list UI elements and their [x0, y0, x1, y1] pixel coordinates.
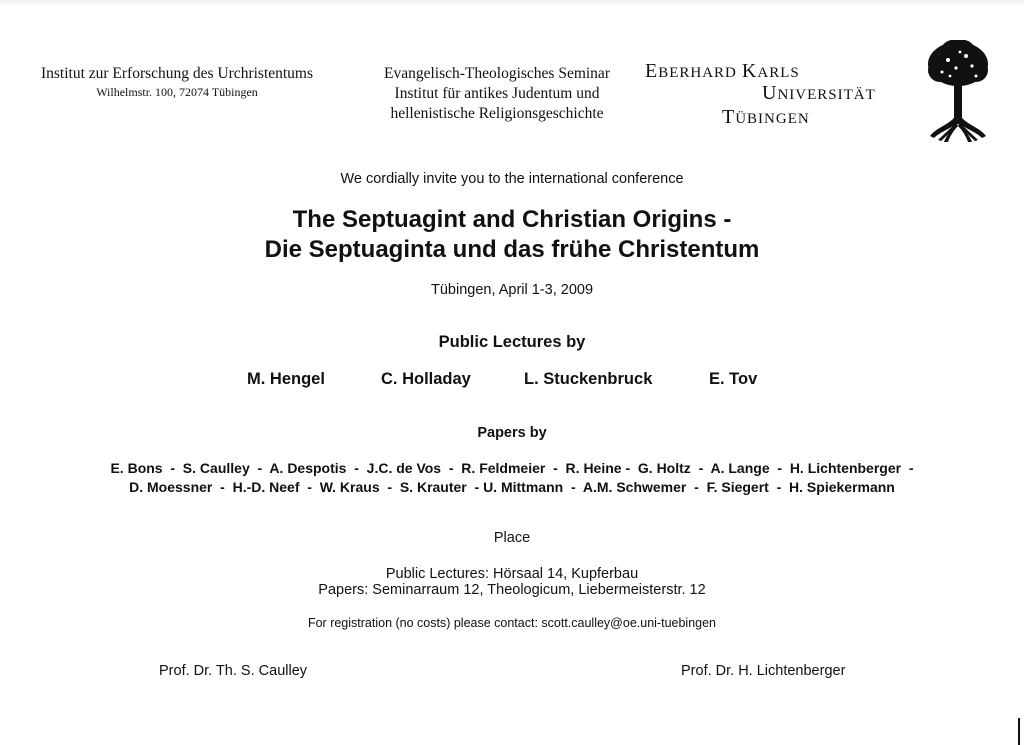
tree-icon — [926, 40, 990, 144]
university-line3: TÜBINGEN — [722, 106, 810, 128]
invite-text: We cordially invite you to the international conference — [340, 171, 684, 187]
title-line-2: Die Septuaginta und das frühe Christentum — [264, 236, 760, 263]
middle-institute-line3: hellenistische Religionsgeschichte — [390, 105, 604, 122]
university-wordmark — [620, 58, 930, 138]
place-lectures: Public Lectures: Hörsaal 14, Kupferbau — [385, 566, 639, 582]
lecturer-name: C. Holladay — [381, 370, 471, 388]
registration-contact: For registration (no costs) please contact: scott.caulley@oe.uni-tuebingen — [307, 616, 717, 630]
date-place: Tübingen, April 1-3, 2009 — [430, 282, 594, 298]
middle-institute-block — [352, 64, 642, 124]
signatory-left: Prof. Dr. Th. S. Caulley — [159, 663, 308, 679]
signatory-right: Prof. Dr. H. Lichtenberger — [681, 663, 846, 679]
university-line1: EBERHARD KARLS — [645, 60, 800, 82]
scan-edge-mark — [1018, 718, 1020, 745]
left-institute-block — [0, 64, 354, 100]
scan-edge-shadow — [0, 0, 1024, 6]
papers-speakers-line1: E. Bons - S. Caulley - A. Despotis - J.C. de Vos - R. Feldmeier - R. Heine - G. Holtz - A. Lange - H. Lichtenberger - — [110, 460, 914, 476]
middle-institute-line2: Institut für antikes Judentum und — [394, 85, 600, 102]
left-institute-address: Wilhelmstr. 100, 72074 Tübingen — [96, 85, 258, 99]
university-line2: UNIVERSITÄT — [762, 82, 876, 104]
place-heading: Place — [493, 530, 531, 546]
papers-speakers-line2: D. Moessner - H.-D. Neef - W. Kraus - S. Krauter - U. Mittmann - A.M. Schwemer - F. Siegert - H. Spiekermann — [129, 479, 895, 495]
title-line-1: The Septuagint and Christian Origins - — [292, 206, 732, 233]
papers-heading: Papers by — [477, 425, 547, 441]
lecturer-name: L. Stuckenbruck — [524, 370, 653, 388]
lecturer-name: E. Tov — [709, 370, 758, 388]
lecturer-name: M. Hengel — [247, 370, 325, 388]
place-papers: Papers: Seminarraum 12, Theologicum, Liebermeisterstr. 12 — [318, 582, 706, 598]
middle-institute-line1: Evangelisch-Theologisches Seminar — [384, 65, 610, 82]
left-institute-name: Institut zur Erforschung des Urchristentums — [40, 65, 314, 82]
public-lectures-heading: Public Lectures by — [438, 333, 586, 351]
